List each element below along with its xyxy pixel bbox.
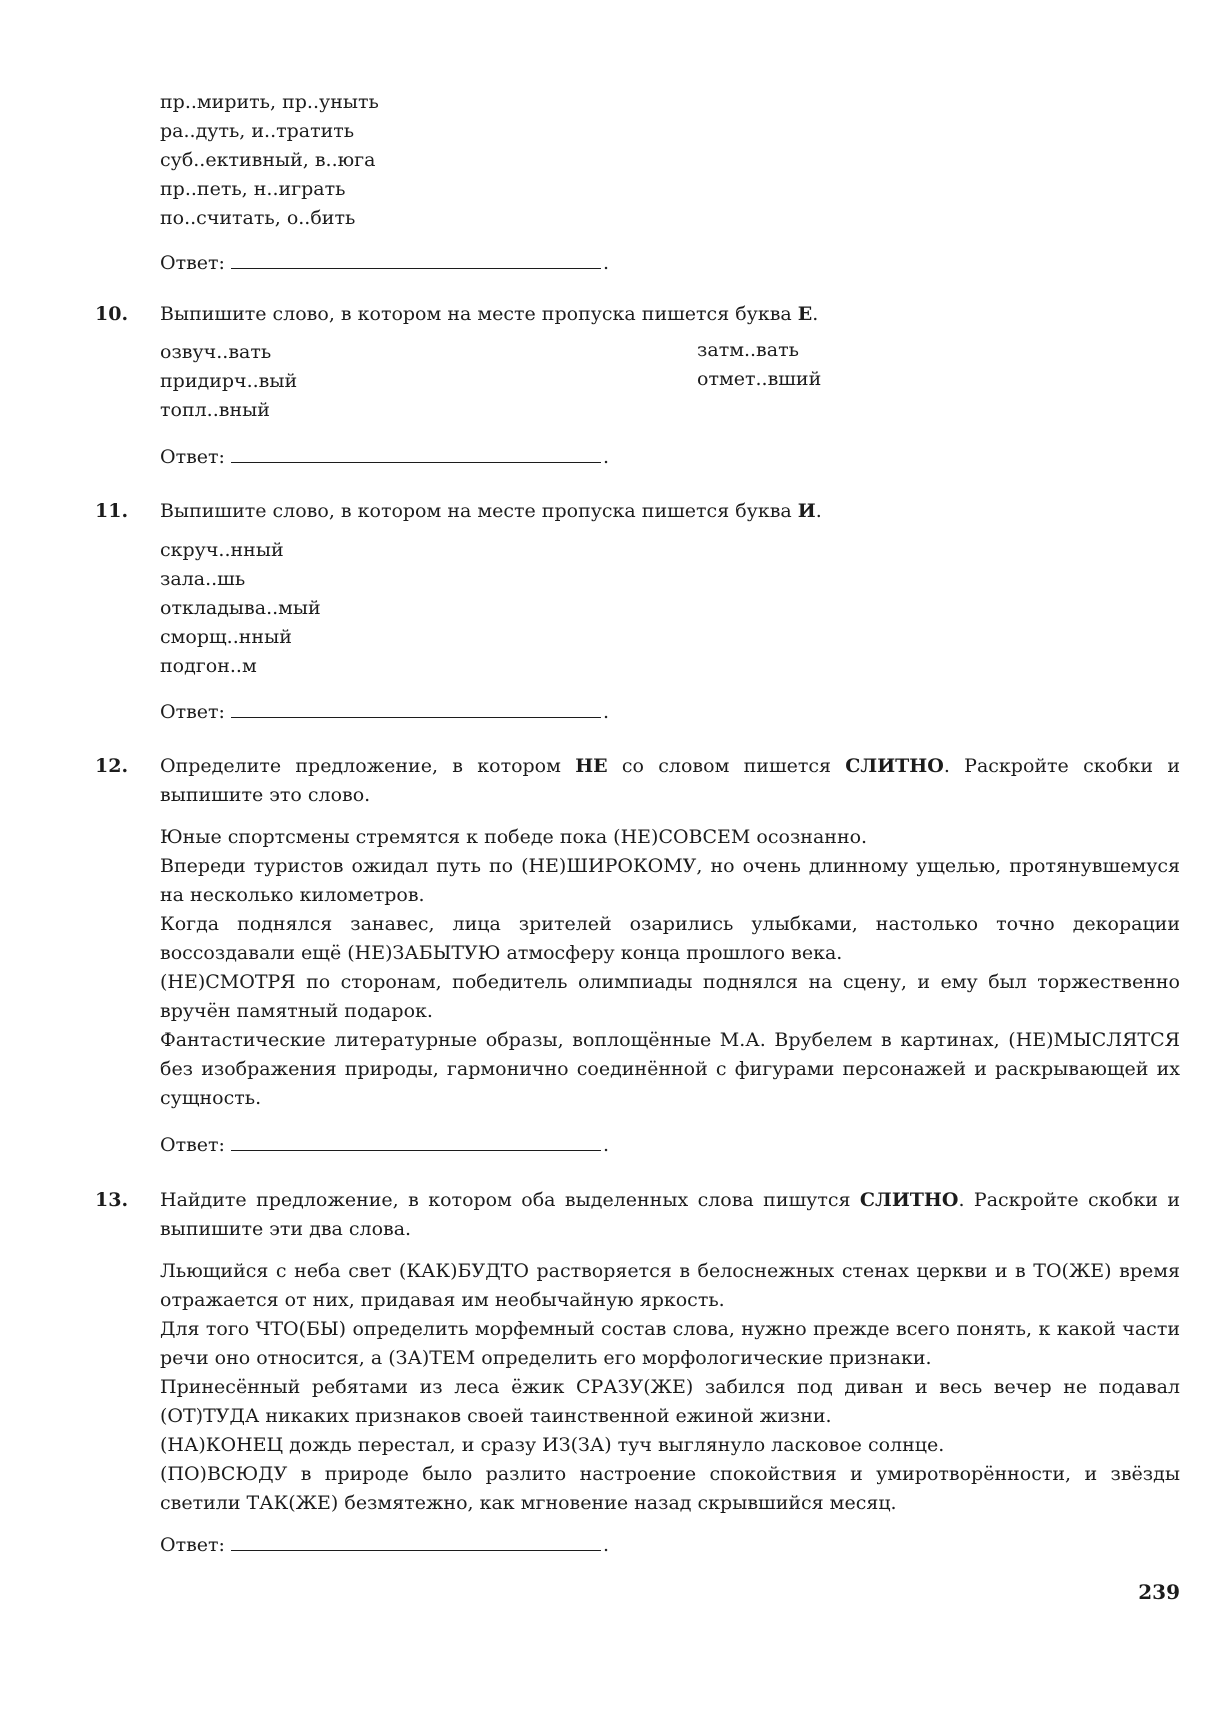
prompt-text: . Раскройте скобки и выпишите эти два слова. bbox=[160, 1189, 1180, 1240]
task-prompt bbox=[160, 300, 1180, 329]
task9-answer bbox=[160, 248, 609, 278]
option-word: озвуч..вать bbox=[160, 341, 272, 363]
prompt-letter: Е bbox=[797, 303, 813, 325]
task-number: 12. bbox=[95, 755, 129, 777]
prompt-end: . bbox=[815, 500, 822, 522]
answer-blank[interactable] bbox=[231, 1130, 601, 1151]
prompt-bold: СЛИТНО bbox=[859, 1189, 959, 1211]
task12-answer bbox=[160, 1130, 609, 1160]
task-12 bbox=[95, 752, 1180, 810]
option-line: суб..ективный, в..юга bbox=[160, 149, 376, 171]
option-word: скруч..нный bbox=[160, 539, 284, 561]
task10-options bbox=[160, 338, 1180, 425]
answer-dot: . bbox=[602, 1134, 609, 1156]
sentence: (ПО)ВСЮДУ в природе было разлито настроение спокойствия и умиротворённости, и звёзды светили ТАК(ЖЕ) безмятежно, как мгновение назад скрывшийся месяц. bbox=[160, 1463, 1180, 1514]
answer-blank[interactable] bbox=[231, 248, 601, 269]
task-prompt bbox=[160, 1186, 1180, 1244]
option-line: ра..дуть, и..тратить bbox=[160, 120, 355, 142]
task-10 bbox=[95, 300, 1180, 329]
sentence: Фантастические литературные образы, воплощённые М.А. Врубелем в картинах, (НЕ)МЫСЛЯТСЯ без изображения природы, гармонично соединённой с фигурами персонажей и раскрывающей их сущность. bbox=[160, 1029, 1180, 1109]
answer-dot: . bbox=[602, 701, 609, 723]
answer-label: Ответ: bbox=[160, 1534, 225, 1556]
prompt-text: Выпишите слово, в котором на месте пропуска пишется буква bbox=[160, 303, 798, 325]
task-number: 13. bbox=[95, 1189, 129, 1211]
task-number: 11. bbox=[95, 500, 129, 522]
task13-answer bbox=[160, 1530, 609, 1560]
option-word: топл..вный bbox=[160, 399, 270, 421]
task11-options bbox=[160, 536, 1180, 681]
answer-label: Ответ: bbox=[160, 701, 225, 723]
page-number: 239 bbox=[1138, 1580, 1180, 1604]
answer-label: Ответ: bbox=[160, 446, 225, 468]
option-line: пр..петь, н..играть bbox=[160, 178, 346, 200]
task-number: 10. bbox=[95, 303, 129, 325]
task-prompt bbox=[160, 752, 1180, 810]
option-word: зала..шь bbox=[160, 568, 246, 590]
sentence: (НА)КОНЕЦ дождь перестал, и сразу ИЗ(ЗА) туч выглянуло ласковое солнце. bbox=[160, 1434, 945, 1456]
sentence: Юные спортсмены стремятся к победе пока (НЕ)СОВСЕМ осознанно. bbox=[160, 826, 868, 848]
task12-sentences bbox=[160, 823, 1180, 1113]
sentence: Впереди туристов ожидал путь по (НЕ)ШИРОКОМУ, но очень длинному ущелью, протянувшемуся на несколько километров. bbox=[160, 855, 1180, 906]
option-word: откладыва..мый bbox=[160, 597, 321, 619]
task-13 bbox=[95, 1186, 1180, 1244]
answer-label: Ответ: bbox=[160, 252, 225, 274]
option-word: отмет..вший bbox=[697, 368, 822, 390]
task10-options-right bbox=[697, 336, 821, 394]
option-line: по..считать, о..бить bbox=[160, 207, 356, 229]
task-11 bbox=[95, 497, 1180, 526]
answer-blank[interactable] bbox=[231, 697, 601, 718]
option-word: затм..вать bbox=[697, 339, 799, 361]
answer-label: Ответ: bbox=[160, 1134, 225, 1156]
answer-blank[interactable] bbox=[231, 442, 601, 463]
sentence: (НЕ)СМОТРЯ по сторонам, победитель олимпиады поднялся на сцену, и ему был торжественно вручён памятный подарок. bbox=[160, 971, 1180, 1022]
answer-dot: . bbox=[602, 252, 609, 274]
task-prompt bbox=[160, 497, 1180, 526]
option-word: придирч..вый bbox=[160, 370, 298, 392]
prompt-text: Определите предложение, в котором bbox=[160, 755, 576, 777]
option-line: пр..мирить, пр..уныть bbox=[160, 91, 379, 113]
option-word: сморщ..нный bbox=[160, 626, 292, 648]
sentence: Для того ЧТО(БЫ) определить морфемный состав слова, нужно прежде всего понять, к какой части речи оно относится, а (ЗА)ТЕМ определить его морфологические признаки. bbox=[160, 1318, 1180, 1369]
prompt-letter: И bbox=[797, 500, 816, 522]
option-word: подгон..м bbox=[160, 655, 257, 677]
prompt-text: Найдите предложение, в котором оба выделенных слова пишутся bbox=[160, 1189, 860, 1211]
task10-answer bbox=[160, 442, 609, 472]
task9-options bbox=[160, 88, 1180, 233]
task11-answer bbox=[160, 697, 609, 727]
sentence: Принесённый ребятами из леса ёжик СРАЗУ(ЖЕ) забился под диван и весь вечер не подавал (ОТ)ТУДА никаких признаков своей таинственной ежиной жизни. bbox=[160, 1376, 1180, 1427]
prompt-text: со словом пишется bbox=[607, 755, 846, 777]
sentence: Льющийся с неба свет (КАК)БУДТО растворяется в белоснежных стенах церкви и в ТО(ЖЕ) время отражается от них, придавая им необычайную яркость. bbox=[160, 1260, 1180, 1311]
answer-dot: . bbox=[602, 446, 609, 468]
prompt-text: . Раскройте скобки и выпишите это слово. bbox=[160, 755, 1180, 806]
answer-blank[interactable] bbox=[231, 1530, 601, 1551]
task13-sentences bbox=[160, 1257, 1180, 1518]
sentence: Когда поднялся занавес, лица зрителей озарились улыбками, настолько точно декорации воссоздавали ещё (НЕ)ЗАБЫТУЮ атмосферу конца прошлого века. bbox=[160, 913, 1180, 964]
prompt-bold: СЛИТНО bbox=[845, 755, 944, 777]
prompt-end: . bbox=[812, 303, 819, 325]
answer-dot: . bbox=[602, 1534, 609, 1556]
prompt-bold: НЕ bbox=[575, 755, 608, 777]
prompt-text: Выпишите слово, в котором на месте пропуска пишется буква bbox=[160, 500, 798, 522]
